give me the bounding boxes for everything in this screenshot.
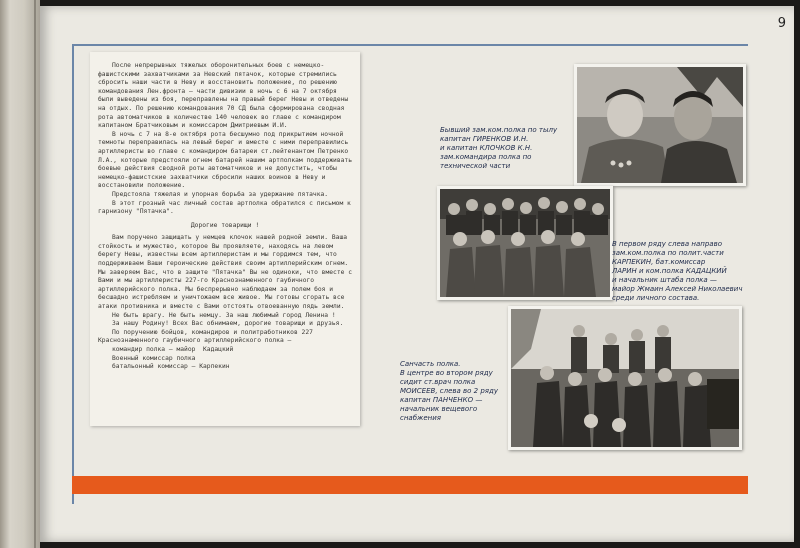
caption-photo-two-officers: Бывший зам.ком.полка по тылу капитан ГИРЕНКОВ И.Н. и капитан КЛОЧКОВ К.Н. зам.командира полка по технической части <box>440 126 558 170</box>
letter-paragraph-4: По поручению бойцов, командиров и политработников 227 Краснознаменного гаубичного артиллерийского полка — <box>98 328 317 345</box>
page-number: 9 <box>777 16 786 31</box>
caption-photo-officers-group: В первом ряду слева направо зам.ком.полка по полит.части КАРПЕКИН, бат.комиссар ЛАРИН и ком.полка КАДАЦКИЙ и начальник штаба полка — майор Жмаин Алексей Николаевич среди личного состава. <box>612 240 743 302</box>
photo-medical-unit <box>508 306 742 450</box>
letter-signature-commander: командир полка — майор Кадацкий <box>112 346 234 353</box>
orange-decorative-band <box>72 476 748 494</box>
letter-signature-commissar: батальонный комиссар — Карпекин <box>112 363 230 371</box>
document-paragraph-1: После непрерывных тяжелых оборонительных боев с немецко-фашистскими захватчиками за Невский пятачок, которые стремились сбросить наши части в Неву и восстановить положение, по решению командования Лен.фронта — части дивизии в ночь с 6 на 7 октября были выведены из боя, переправлены на правый берег Невы и отведены на отдых. По решению командования 70 СД была сформирована сводная рота автоматчиков в количестве 140 человек во главе с командиром капитаном Братчиковым и комиссаром Дмитриевым И.И. <box>98 62 353 130</box>
letter-salutation: Дорогие товарищи ! <box>190 221 260 229</box>
letter-paragraph-3: За нашу Родину! Всех Вас обнимаем, дорогие товарищи и друзья. <box>112 320 344 328</box>
photo-two-officers-image <box>577 67 743 183</box>
letter-paragraph-2: Не быть врагу. Не быть немцу. За наш любимый город Ленина ! <box>112 311 336 319</box>
letter-paragraph-1: Вам поручено защищать у немцев клочок нашей родной земли. Ваша стойкость и мужество, которое Вы проявляете, находясь на левом берегу Невы, известны всем артиллеристам и мы гордимся тем, что поддерживаем Ваши героические действия своим артиллерийским огнем. Мы заверяем Вас, что в защите "Пятачка" Вы не одиноки, что вместе с Вами и мы артиллеристы 227-го Краснознаменного гаубичного артиллерийского полка. Мы беспрерывно наблюдаем за полем боя и бесшадно истребляем и уничтожаем все живое. Мы готовы сгорать все атаки противника и вместе с Вами отстоять отвоеванную пядь земли. <box>98 234 356 311</box>
photo-medical-unit-image <box>511 309 739 447</box>
document-paragraph-2: В ночь с 7 на 8-е октября рота бесшумно под прикрытием ночной темноты переправилась на левый берег и вместе с ними переправились артиллеристы во главе с командиром батареи ст.лейтенантом Петренко Л.А., которые предстояли огнем батарей нашим артполкам поддерживать боевые действия сводной роты автоматчиков и не допустить, чтобы немецко-фашистские захватчики сбросили наших воинов в Неву и восстановили положение. <box>98 130 356 190</box>
photo-officers-group-image <box>440 189 610 297</box>
letter-signature-title: Военный комиссар полка <box>112 354 196 362</box>
document-paragraph-4: В этот грозный час личный состав артполка обратился с письмом к гарнизону "Пятачка". <box>98 199 355 216</box>
typewritten-document <box>90 52 360 426</box>
document-paragraph-3: Предстояла тяжелая и упорная борьба за удержание пятачка. <box>112 190 329 198</box>
photo-two-officers <box>574 64 746 186</box>
photo-officers-group <box>437 186 613 300</box>
spine-divider <box>34 0 36 548</box>
caption-photo-medical-unit: Санчасть полка. В центре во втором ряду сидит ст.врач полка МОИСЕЕВ, слева во 2 ряду капитан ПАНЧЕНКО — начальник вещевого снабжения <box>400 360 498 422</box>
